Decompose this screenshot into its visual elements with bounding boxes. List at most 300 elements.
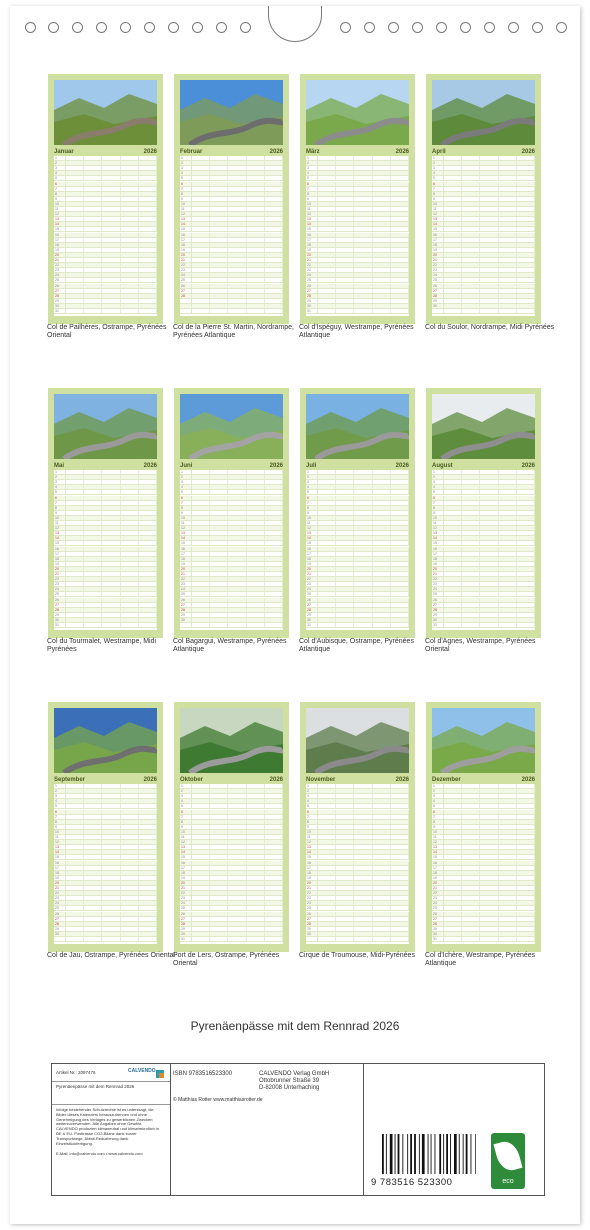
- day-number: 24: [180, 901, 192, 905]
- month-header: [54, 775, 157, 784]
- footer-box: [51, 1063, 545, 1196]
- month-header: [306, 775, 409, 784]
- day-number: 26: [180, 598, 192, 602]
- day-number: 22: [54, 577, 66, 581]
- day-number: 17: [180, 866, 192, 870]
- month-day-grid: [432, 470, 535, 630]
- day-number: 12: [180, 840, 192, 844]
- day-number: 8: [432, 506, 444, 510]
- day-number: 30: [306, 932, 318, 936]
- day-number: 23: [432, 268, 444, 272]
- month-day-grid: [180, 784, 283, 944]
- month-name: Dezember: [432, 776, 461, 783]
- day-number: 14: [432, 222, 444, 226]
- day-number: 9: [54, 197, 66, 201]
- binding-hole: [25, 22, 36, 33]
- day-number: 26: [306, 284, 318, 288]
- day-number: 20: [432, 253, 444, 257]
- day-number: 8: [180, 506, 192, 510]
- day-number: 15: [306, 541, 318, 545]
- day-number: 31: [54, 623, 66, 627]
- day-number: 28: [432, 608, 444, 612]
- day-number: 16: [306, 233, 318, 237]
- day-number: 11: [306, 835, 318, 839]
- day-number: 7: [432, 815, 444, 819]
- month-photo: [306, 394, 409, 459]
- day-number: 11: [54, 207, 66, 211]
- day-number: 21: [432, 572, 444, 576]
- day-number: 25: [180, 278, 192, 282]
- day-number: 13: [306, 217, 318, 221]
- month-day-grid: [432, 156, 535, 316]
- day-number: [180, 309, 192, 313]
- day-number: 21: [432, 886, 444, 890]
- month-name: Januar: [54, 148, 74, 155]
- day-number: 20: [54, 881, 66, 885]
- day-number: 14: [180, 222, 192, 226]
- day-number: 27: [54, 917, 66, 921]
- day-number: 21: [54, 886, 66, 890]
- month-caption: Port de Lers, Ostrampe, Pyrénées Oriental: [173, 952, 280, 967]
- day-number: 1: [432, 156, 444, 160]
- month-day-grid: [54, 784, 157, 944]
- day-number: 28: [180, 608, 192, 612]
- day-number: 16: [180, 861, 192, 865]
- day-number: 30: [54, 618, 66, 622]
- day-number: 7: [54, 815, 66, 819]
- day-number: 21: [306, 572, 318, 576]
- month-name: September: [54, 776, 86, 783]
- day-number: 6: [54, 496, 66, 500]
- day-number: 28: [180, 294, 192, 298]
- day-number: 14: [180, 850, 192, 854]
- month-year: 2026: [143, 462, 157, 469]
- day-number: 14: [306, 222, 318, 226]
- day-number: 22: [432, 263, 444, 267]
- day-number: 7: [306, 501, 318, 505]
- day-number: 5: [54, 804, 66, 808]
- day-number: 24: [432, 901, 444, 905]
- day-number: 27: [180, 603, 192, 607]
- month-day-grid: [306, 784, 409, 944]
- day-number: 9: [306, 197, 318, 201]
- day-number: 13: [306, 531, 318, 535]
- day-number: 16: [180, 233, 192, 237]
- day-number: 18: [54, 871, 66, 875]
- day-number: 26: [54, 598, 66, 602]
- contact-info: E-Mail: info@calvendo.com • www.calvendo.com: [56, 1151, 143, 1156]
- day-number: 24: [306, 587, 318, 591]
- day-number: 17: [432, 238, 444, 242]
- day-number: 23: [54, 582, 66, 586]
- day-number: 14: [432, 850, 444, 854]
- day-number: 22: [180, 891, 192, 895]
- month-photo: [180, 708, 283, 773]
- month-7: [300, 388, 415, 638]
- day-number: 18: [54, 243, 66, 247]
- day-number: 8: [306, 820, 318, 824]
- day-number: 19: [54, 876, 66, 880]
- day-number: [432, 309, 444, 313]
- day-number: 25: [432, 592, 444, 596]
- day-number: 9: [432, 511, 444, 515]
- leaf-icon: [493, 1139, 522, 1174]
- day-number: 26: [306, 598, 318, 602]
- month-caption: Col d'Ichère, Westrampe, Pyrénées Atlantique: [425, 952, 536, 967]
- day-number: 1: [432, 470, 444, 474]
- day-number: 7: [432, 501, 444, 505]
- day-number: 17: [54, 238, 66, 242]
- day-number: 26: [432, 912, 444, 916]
- day-number: 20: [54, 567, 66, 571]
- day-number: 28: [306, 922, 318, 926]
- day-number: 7: [306, 815, 318, 819]
- month-name: Juli: [306, 462, 317, 469]
- day-number: 16: [432, 233, 444, 237]
- day-number: 7: [180, 815, 192, 819]
- day-number: 1: [432, 784, 444, 788]
- day-number: 19: [306, 248, 318, 252]
- day-number: 16: [54, 547, 66, 551]
- day-number: 17: [54, 866, 66, 870]
- legal-disclaimer: Infolge bestehender Schutzrechte ist es unterssagt, die Bilder dieses Kalenders herauszutrennen und ohne Genehmigung des Verlages zu gewerblichen Zwecken weiterzuverwenden. Alle Angaben ohne Gewähr. CALVENDO produziert klimaneutral und klimafreundlich in DE & EU. Posttrasse CO2-Bilanz dank kurzer Transportwege, Abfall-Reduzierung dank Einzelstückfertigung.: [56, 1107, 160, 1146]
- day-number: 12: [306, 526, 318, 530]
- binding-hole: [532, 22, 543, 33]
- day-number: 6: [180, 810, 192, 814]
- day-number: 2: [306, 789, 318, 793]
- day-number: 8: [54, 820, 66, 824]
- day-number: 24: [54, 901, 66, 905]
- day-number: 19: [180, 562, 192, 566]
- month-day-grid: [54, 156, 157, 316]
- day-number: 24: [180, 587, 192, 591]
- day-number: 9: [180, 197, 192, 201]
- day-number: 19: [306, 562, 318, 566]
- month-caption: Col de Pailhères, Ostrampe, Pyrénées Oriental: [47, 324, 167, 339]
- day-number: 15: [306, 855, 318, 859]
- barcode: [380, 1134, 476, 1174]
- month-2: [174, 74, 289, 324]
- day-number: 4: [306, 171, 318, 175]
- footer-publisher-column: [170, 1064, 364, 1195]
- calvendo-logo-text: CALVENDO: [128, 1068, 156, 1074]
- day-number: 29: [54, 299, 66, 303]
- day-number: 3: [180, 166, 192, 170]
- day-number: 28: [54, 294, 66, 298]
- day-number: 6: [306, 810, 318, 814]
- day-number: 25: [54, 592, 66, 596]
- day-number: 1: [180, 156, 192, 160]
- day-number: 5: [54, 490, 66, 494]
- isbn: ISBN 9783516523300: [173, 1071, 233, 1077]
- day-number: 15: [306, 227, 318, 231]
- day-number: 21: [180, 886, 192, 890]
- day-number: 11: [180, 521, 192, 525]
- day-row: [54, 623, 157, 628]
- month-photo: [180, 80, 283, 145]
- day-number: 8: [54, 192, 66, 196]
- day-number: 24: [432, 587, 444, 591]
- day-number: 13: [306, 845, 318, 849]
- day-number: 27: [306, 289, 318, 293]
- day-number: 28: [54, 608, 66, 612]
- day-number: [180, 304, 192, 308]
- day-number: 21: [306, 258, 318, 262]
- day-number: 3: [54, 794, 66, 798]
- day-number: 29: [180, 613, 192, 617]
- day-number: 25: [54, 906, 66, 910]
- day-number: 5: [180, 490, 192, 494]
- day-number: 28: [432, 294, 444, 298]
- month-name: Mai: [54, 462, 65, 469]
- day-number: 18: [180, 557, 192, 561]
- month-11: [300, 702, 415, 952]
- month-caption: Col du Soulor, Nordrampe, Midi Pyrénées: [425, 324, 555, 331]
- day-number: 7: [306, 187, 318, 191]
- day-number: 5: [54, 176, 66, 180]
- day-number: 3: [180, 794, 192, 798]
- day-number: 20: [180, 881, 192, 885]
- day-number: 3: [306, 480, 318, 484]
- month-name: April: [432, 148, 446, 155]
- day-number: 13: [54, 217, 66, 221]
- day-number: 5: [432, 804, 444, 808]
- day-number: 30: [432, 932, 444, 936]
- day-number: 6: [306, 182, 318, 186]
- month-name: August: [432, 462, 453, 469]
- day-number: 9: [306, 825, 318, 829]
- day-number: 10: [306, 516, 318, 520]
- binding-hole: [412, 22, 423, 33]
- day-number: 27: [54, 289, 66, 293]
- binding-hole: [388, 22, 399, 33]
- day-number: 2: [54, 475, 66, 479]
- day-number: 14: [180, 536, 192, 540]
- day-number: [306, 937, 318, 941]
- day-number: 22: [432, 891, 444, 895]
- day-number: 13: [180, 845, 192, 849]
- month-photo: [306, 80, 409, 145]
- day-number: 4: [306, 799, 318, 803]
- day-number: 10: [54, 830, 66, 834]
- day-number: 13: [432, 217, 444, 221]
- day-number: 12: [180, 212, 192, 216]
- day-number: 12: [54, 526, 66, 530]
- day-number: 23: [306, 268, 318, 272]
- day-number: 2: [432, 475, 444, 479]
- day-number: 10: [180, 516, 192, 520]
- day-number: 11: [306, 521, 318, 525]
- day-number: 15: [54, 227, 66, 231]
- day-number: 4: [180, 485, 192, 489]
- month-8: [426, 388, 541, 638]
- day-number: 17: [306, 866, 318, 870]
- day-number: 3: [54, 166, 66, 170]
- day-number: 28: [54, 922, 66, 926]
- day-number: 22: [54, 891, 66, 895]
- day-number: 29: [180, 927, 192, 931]
- day-number: 14: [432, 536, 444, 540]
- day-number: 17: [180, 238, 192, 242]
- day-number: 29: [54, 613, 66, 617]
- day-number: 1: [54, 156, 66, 160]
- month-caption: Col Bagargui, Westrampe, Pyrénées Atlantique: [173, 638, 287, 653]
- day-number: 4: [180, 171, 192, 175]
- day-number: 21: [432, 258, 444, 262]
- day-number: 9: [54, 825, 66, 829]
- day-number: 22: [306, 891, 318, 895]
- day-number: 8: [306, 192, 318, 196]
- day-number: 1: [180, 784, 192, 788]
- day-number: 25: [432, 278, 444, 282]
- day-number: 17: [432, 866, 444, 870]
- day-number: 30: [432, 304, 444, 308]
- day-number: 26: [432, 598, 444, 602]
- day-number: 11: [432, 207, 444, 211]
- day-number: 2: [306, 161, 318, 165]
- day-number: 1: [306, 784, 318, 788]
- day-number: 4: [432, 171, 444, 175]
- eco-label: eco: [502, 1178, 514, 1185]
- day-number: 11: [432, 521, 444, 525]
- month-day-grid: [180, 470, 283, 630]
- day-number: 14: [306, 850, 318, 854]
- day-number: 1: [306, 470, 318, 474]
- day-number: 14: [306, 536, 318, 540]
- day-number: 22: [180, 577, 192, 581]
- day-number: 6: [180, 182, 192, 186]
- day-number: 20: [306, 253, 318, 257]
- month-photo: [432, 708, 535, 773]
- day-number: 24: [306, 901, 318, 905]
- article-number: Artikel Nr.: 2097476: [56, 1070, 96, 1075]
- month-photo: [180, 394, 283, 459]
- month-header: [432, 461, 535, 470]
- day-number: 18: [432, 243, 444, 247]
- day-number: 22: [306, 263, 318, 267]
- day-number: 11: [306, 207, 318, 211]
- day-number: 21: [54, 258, 66, 262]
- day-number: 14: [54, 536, 66, 540]
- day-number: 1: [306, 156, 318, 160]
- day-number: 16: [180, 547, 192, 551]
- day-number: 4: [306, 485, 318, 489]
- day-number: 26: [306, 912, 318, 916]
- month-1: [48, 74, 163, 324]
- day-number: 24: [180, 273, 192, 277]
- month-header: [180, 775, 283, 784]
- day-number: 24: [306, 273, 318, 277]
- day-number: 20: [180, 567, 192, 571]
- day-number: 11: [180, 835, 192, 839]
- day-number: 31: [306, 309, 318, 313]
- day-number: 31: [432, 937, 444, 941]
- month-day-grid: [180, 156, 283, 316]
- day-number: 23: [54, 268, 66, 272]
- binding-hole: [484, 22, 495, 33]
- day-row: [306, 309, 409, 314]
- day-number: 23: [432, 896, 444, 900]
- day-number: 4: [54, 799, 66, 803]
- publisher-city: D-82008 Unterhaching: [259, 1085, 320, 1091]
- day-number: 1: [54, 784, 66, 788]
- day-number: 29: [54, 927, 66, 931]
- day-number: 9: [306, 511, 318, 515]
- month-caption: Col du Tourmalet, Westrampe, Midi Pyrénées: [47, 638, 157, 653]
- day-number: 4: [432, 485, 444, 489]
- day-number: 27: [306, 917, 318, 921]
- month-day-grid: [432, 784, 535, 944]
- day-number: 11: [180, 207, 192, 211]
- binding-hole: [168, 22, 179, 33]
- month-header: [306, 147, 409, 156]
- day-number: 12: [432, 212, 444, 216]
- product-title: Pyrenäenpässe mit dem Rennrad 2026: [56, 1084, 135, 1089]
- day-number: 11: [54, 835, 66, 839]
- day-row: [432, 937, 535, 942]
- month-name: Juni: [180, 462, 193, 469]
- day-number: 22: [306, 577, 318, 581]
- day-number: 21: [180, 258, 192, 262]
- day-number: 19: [306, 876, 318, 880]
- day-number: 23: [306, 582, 318, 586]
- day-number: 30: [54, 304, 66, 308]
- day-number: 27: [306, 603, 318, 607]
- day-number: 5: [180, 804, 192, 808]
- day-number: 9: [180, 825, 192, 829]
- day-number: 15: [180, 855, 192, 859]
- month-10: [174, 702, 289, 952]
- day-number: 9: [432, 197, 444, 201]
- day-number: 18: [306, 557, 318, 561]
- day-number: 27: [180, 917, 192, 921]
- binding-hole: [508, 22, 519, 33]
- day-number: 27: [54, 603, 66, 607]
- day-number: 31: [180, 937, 192, 941]
- month-3: [300, 74, 415, 324]
- day-number: 28: [306, 294, 318, 298]
- day-number: 29: [432, 613, 444, 617]
- day-number: 8: [180, 192, 192, 196]
- day-number: 2: [432, 789, 444, 793]
- day-number: 19: [432, 562, 444, 566]
- day-number: 12: [432, 840, 444, 844]
- month-year: 2026: [521, 776, 535, 783]
- month-name: Februar: [180, 148, 203, 155]
- day-number: 23: [180, 582, 192, 586]
- day-number: 29: [306, 613, 318, 617]
- day-number: [54, 937, 66, 941]
- day-number: 1: [180, 470, 192, 474]
- day-number: 9: [180, 511, 192, 515]
- day-number: 30: [432, 618, 444, 622]
- eco-badge: [491, 1133, 525, 1189]
- day-number: 6: [180, 496, 192, 500]
- day-row: [180, 937, 283, 942]
- day-number: 10: [306, 830, 318, 834]
- day-number: 4: [432, 799, 444, 803]
- day-number: 26: [54, 284, 66, 288]
- day-number: 17: [54, 552, 66, 556]
- day-number: 5: [432, 176, 444, 180]
- day-number: 20: [432, 881, 444, 885]
- day-number: 14: [54, 222, 66, 226]
- day-number: 3: [306, 166, 318, 170]
- day-number: 26: [54, 912, 66, 916]
- footer-info-column: [52, 1064, 171, 1195]
- binding-hole: [240, 22, 251, 33]
- binding-hole: [96, 22, 107, 33]
